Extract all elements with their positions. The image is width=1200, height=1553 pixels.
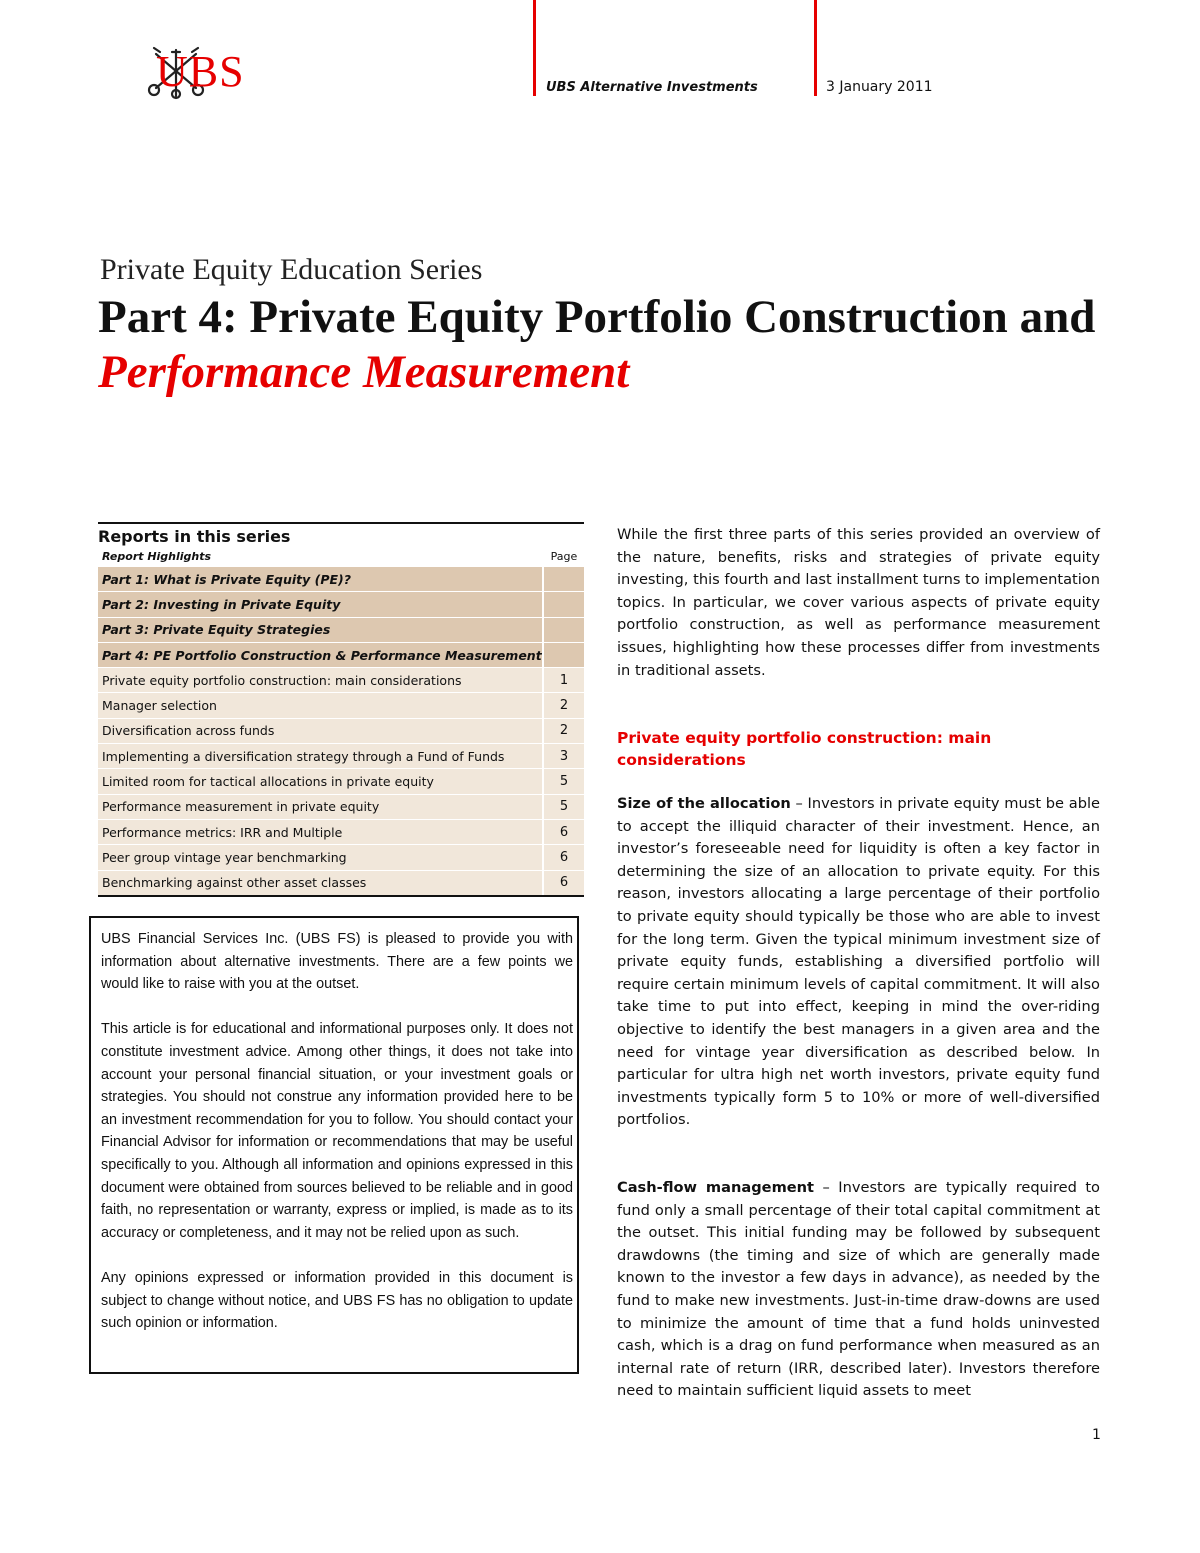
row-label: Private equity portfolio construction: main considerations: [98, 668, 542, 692]
table-row: [98, 642, 584, 667]
table-row: [98, 692, 584, 717]
series-title: Private Equity Education Series: [100, 253, 483, 286]
paragraph-lead: Size of the allocation: [617, 795, 791, 812]
ubs-logo-text: UBS: [156, 47, 245, 96]
disclaimer-paragraph: This article is for educational and informational purposes only. It does not constitute investment advice. Among other things, it does not take into account your personal financial situation, or your investment goals or strategies. You should not construe any information provided here to be an investment recommendation for you to follow. You should contact your Financial Advisor for information or recommendations that may be useful specifically to you. Although all information and opinions expressed in this document were obtained from sources believed to be reliable and in good faith, no representation or warranty, express or implied, is made as to its accuracy or completeness, and it may not be relied upon as such.: [101, 1021, 573, 1241]
row-page: [544, 567, 584, 591]
row-label: Part 3: Private Equity Strategies: [98, 618, 542, 642]
disclaimer-paragraph: Any opinions expressed or information provided in this document is subject to change without notice, and UBS FS has no obligation to update such opinion or information.: [101, 1269, 573, 1332]
table-row: [98, 667, 584, 692]
disclaimer-box: [89, 916, 579, 1374]
table-row: [98, 819, 584, 844]
department-label: UBS Alternative Investments: [546, 80, 758, 95]
row-label: Part 1: What is Private Equity (PE)?: [98, 567, 542, 591]
row-page: 6: [544, 871, 584, 895]
main-title-line2: Performance Measurement: [98, 346, 630, 398]
row-label: Implementing a diversification strategy through a Fund of Funds: [98, 744, 542, 768]
page-number: 1: [1092, 1427, 1101, 1443]
row-page: 6: [544, 820, 584, 844]
row-page: [544, 643, 584, 667]
row-page: 5: [544, 795, 584, 819]
table-row: [98, 617, 584, 642]
table-row: [98, 743, 584, 768]
reports-table: [98, 522, 584, 897]
table-row: [98, 718, 584, 743]
row-label: Part 4: PE Portfolio Construction & Performance Measurement: [98, 643, 542, 667]
row-page: 6: [544, 845, 584, 869]
table-row: [98, 768, 584, 793]
disclaimer-paragraph: UBS Financial Services Inc. (UBS FS) is pleased to provide you with information about alternative investments. There are a few points we would like to raise with you at the outset.: [101, 931, 573, 993]
table-rows: [98, 566, 584, 895]
table-subheader-page: Page: [550, 549, 578, 563]
table-row: [98, 844, 584, 869]
row-label: Diversification across funds: [98, 719, 542, 743]
row-page: 2: [544, 693, 584, 717]
row-label: Manager selection: [98, 693, 542, 717]
paragraph-text: – Investors in private equity must be able to accept the illiquid character of their investment. Hence, an investor’s foreseeable need for liquidity is often a key factor in determining the size of an allocation to private equity. For this reason, investors allocating a large percentage of their portfolio to private equity should typically be those who are able to invest for the long term. Given the typical minimum investment size of private equity funds, establishing a diversified portfolio will require certain minimum levels of capital commitment. It will also take time to put into effect, keeping in mind the over-riding objective to identify the best managers in a given area and the need for vintage year diversification as described below. In particular for ultra high net worth investors, private equity fund investments typically form 5 to 10% or more of well-diversified portfolios.: [617, 795, 1100, 1129]
row-label: Part 2: Investing in Private Equity: [98, 592, 542, 616]
table-heading: Reports in this series: [98, 527, 291, 546]
row-page: 5: [544, 769, 584, 793]
table-bottom-rule: [98, 895, 584, 897]
row-page: [544, 592, 584, 616]
table-row: [98, 591, 584, 616]
table-row: [98, 566, 584, 591]
row-label: Benchmarking against other asset classes: [98, 871, 542, 895]
row-label: Performance measurement in private equity: [98, 795, 542, 819]
header-divider-left: [533, 0, 536, 96]
row-page: 2: [544, 719, 584, 743]
table-subheader: [98, 546, 584, 566]
table-row: [98, 794, 584, 819]
row-page: [544, 618, 584, 642]
row-label: Peer group vintage year benchmarking: [98, 845, 542, 869]
table-row: [98, 870, 584, 895]
main-title-line1: Part 4: Private Equity Portfolio Construction and: [98, 291, 1096, 343]
row-label: Performance metrics: IRR and Multiple: [98, 820, 542, 844]
body-paragraph-cashflow: [617, 1177, 1100, 1403]
paragraph-text: – Investors are typically required to fund only a small percentage of their total capital commitment at the outset. This initial funding may be followed by subsequent drawdowns (the timing and size of which are generally made known to the investor a few days in advance), as needed by the fund to make new investments. Just-in-time draw-downs are used to minimize the amount of time that a fund holds uninvested cash, which is a drag on fund performance when measured as an internal rate of return (IRR, described later). Investors therefore need to maintain sufficient liquid assets to meet: [617, 1179, 1100, 1400]
paragraph-lead: Cash-flow management: [617, 1179, 815, 1196]
header-divider-right: [814, 0, 817, 96]
intro-paragraph: While the first three parts of this series provided an overview of the nature, benefits, risks and strategies of private equity investing, this fourth and last installment turns to implementation topics. In particular, we cover various aspects of private equity portfolio construction, as well as performance measurement issues, highlighting how these processes differ from investments in traditional assets.: [617, 526, 1100, 679]
report-date: 3 January 2011: [826, 79, 933, 95]
row-label: Limited room for tactical allocations in private equity: [98, 769, 542, 793]
row-page: 3: [544, 744, 584, 768]
section-heading: Private equity portfolio construction: main considerations: [617, 729, 992, 769]
row-page: 1: [544, 668, 584, 692]
body-paragraph-allocation: [617, 793, 1100, 1132]
table-subheader-left: Report Highlights: [102, 549, 212, 563]
